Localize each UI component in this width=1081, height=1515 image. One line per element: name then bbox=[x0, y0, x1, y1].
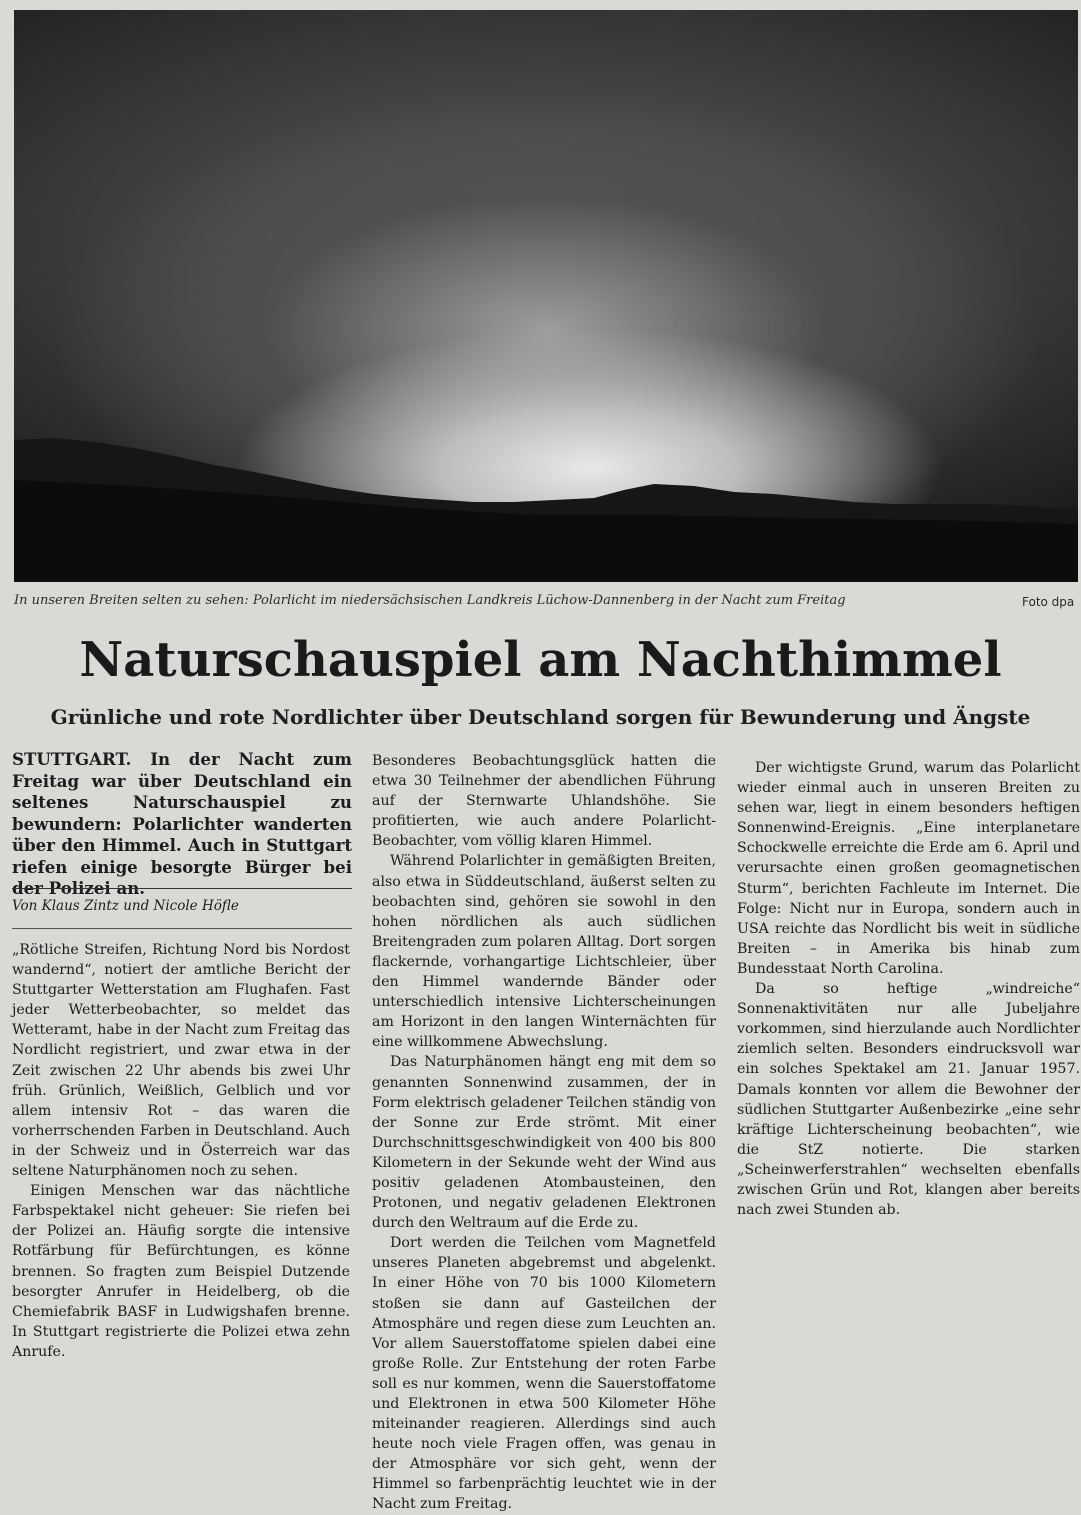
photo-credit: Foto dpa bbox=[1022, 595, 1075, 609]
headline: Naturschauspiel am Nachthimmel bbox=[79, 632, 1002, 688]
byline: Von Klaus Zintz und Nicole Höfle bbox=[12, 898, 239, 914]
body-paragraph: Das Naturphänomen hängt eng mit dem so genannten Sonnenwind zusammen, der in Form elektrisch geladener Teilchen ständig von der Sonne zur Erde strömt. Mit einer Durchschnittsgeschwindigkeit von 400 bis 800 Kilometern in der Sekunde weht der Wind aus positiv geladenen Atombausteinen, den Protonen, und negativ geladenen Elektronen durch den Weltraum auf die Erde zu. bbox=[372, 1054, 716, 1232]
column-2 bbox=[372, 751, 716, 1515]
divider bbox=[12, 928, 352, 929]
column-3 bbox=[737, 758, 1080, 1220]
body-paragraph: Da so heftige „windreiche“ Sonnenaktivitäten nur alle Jubeljahre vorkommen, sind hierzulande auch Nordlichter ziemlich selten. Besonders eindrucksvoll war ein solches Spektakel am 21. Januar 1957. Damals konnten vor allem die Bewohner der südlichen Stuttgarter Außenbezirke „eine sehr kräftige Lichterscheinung beobachten“, wie die StZ notierte. Die starken „Scheinwerferstrahlen“ wechselten ebenfalls zwischen Grün und Rot, klangen aber bereits nach zwei Stunden ab. bbox=[737, 981, 1080, 1219]
divider bbox=[12, 888, 352, 889]
body-paragraph: „Rötliche Streifen, Richtung Nord bis Nordost wandernd“, notiert der amtliche Bericht der Stuttgarter Wetterstation am Flughafen. Fast jeder Wetterbeobachter, so meldet das Wetteramt, habe in der Nacht zum Freitag das Nordlicht registriert, und zwar etwa in der Zeit zwischen 22 Uhr abends bis zwei Uhr früh. Grünlich, Weißlich, Gelblich und vor allem intensiv Rot – das waren die vorherrschenden Farben in Deutschland. Auch in der Schweiz und in Österreich war das seltene Naturphänomen noch zu sehen. bbox=[12, 942, 350, 1180]
photo-caption: In unseren Breiten selten zu sehen: Polarlicht im niedersächsischen Landkreis Lüchow-Dannenberg in der Nacht zum Freitag bbox=[14, 593, 846, 608]
body-paragraph: Einigen Menschen war das nächtliche Farbspektakel nicht geheuer: Sie riefen bei der Polizei an. Häufig sorgte die intensive Rotfärbung für Befürchtungen, es könne brennen. So fragten zum Beispiel Dutzende besorgter Anrufer in Heidelberg, ob die Chemiefabrik BASF in Ludwigshafen brenne. In Stuttgart registrierte die Polizei etwa zehn Anrufe. bbox=[12, 1183, 350, 1360]
aurora-photo bbox=[14, 10, 1078, 582]
body-paragraph: Dort werden die Teilchen vom Magnetfeld unseres Planeten abgebremst und abgelenkt. In einer Höhe von 70 bis 1000 Kilometern stoßen sie dann auf Gasteilchen der Atmosphäre und regen diese zum Leuchten an. Vor allem Sauerstoffatome spielen dabei eine große Rolle. Zur Entstehung der roten Farbe soll es nur kommen, wenn die Sauerstoffatome und Elektronen in etwa 500 Kilometer Höhe miteinander reagieren. Allerdings sind auch heute noch viele Fragen offen, was genau in der Atmosphäre vor sich geht, wenn der Himmel so farbenprächtig leuchtet wie in der Nacht zum Freitag. bbox=[372, 1235, 716, 1513]
lead-paragraph: STUTTGART. In der Nacht zum Freitag war über Deutschland ein seltenes Naturschauspiel zu bewundern: Polarlichter wanderten über den Himmel. Auch in Stuttgart riefen einige besorgte Bürger bei der Polizei an. bbox=[12, 749, 352, 898]
body-paragraph: Besonderes Beobachtungsglück hatten die etwa 30 Teilnehmer der abendlichen Führung auf der Sternwarte Uhlandshöhe. Sie profitierten, wie auch andere Polarlicht-Beobachter, vom völlig klaren Himmel. bbox=[372, 753, 716, 850]
body-paragraph: Während Polarlichter in gemäßigten Breiten, also etwa in Süddeutschland, äußerst selten zu beobachten sind, gehören sie sowohl in den hohen nördlichen als auch südlichen Breitengraden zum polaren Alltag. Dort sorgen flackernde, vorhangartige Lichtschleier, über den Himmel wandernde Bänder oder unterschiedlich intensive Lichterscheinungen am Horizont in den langen Winternächten für eine willkommene Abwechslung. bbox=[372, 853, 716, 1051]
horizon-silhouette bbox=[14, 10, 1078, 582]
body-paragraph: Der wichtigste Grund, warum das Polarlicht wieder einmal auch in unseren Breiten zu sehen war, liegt in einem besonders heftigen Sonnenwind-Ereignis. „Eine interplanetare Schockwelle erreichte die Erde am 6. April und verursachte einen großen geomagnetischen Sturm“, berichten Fachleute im Internet. Die Folge: Nicht nur in Europa, sondern auch in USA reichte das Nordlicht bis weit in südliche Breiten – in Amerika bis hinab zum Bundesstaat North Carolina. bbox=[737, 760, 1080, 977]
subheadline: Grünliche und rote Nordlichter über Deutschland sorgen für Bewunderung und Ängste bbox=[50, 705, 1031, 729]
column-1 bbox=[12, 940, 350, 1362]
